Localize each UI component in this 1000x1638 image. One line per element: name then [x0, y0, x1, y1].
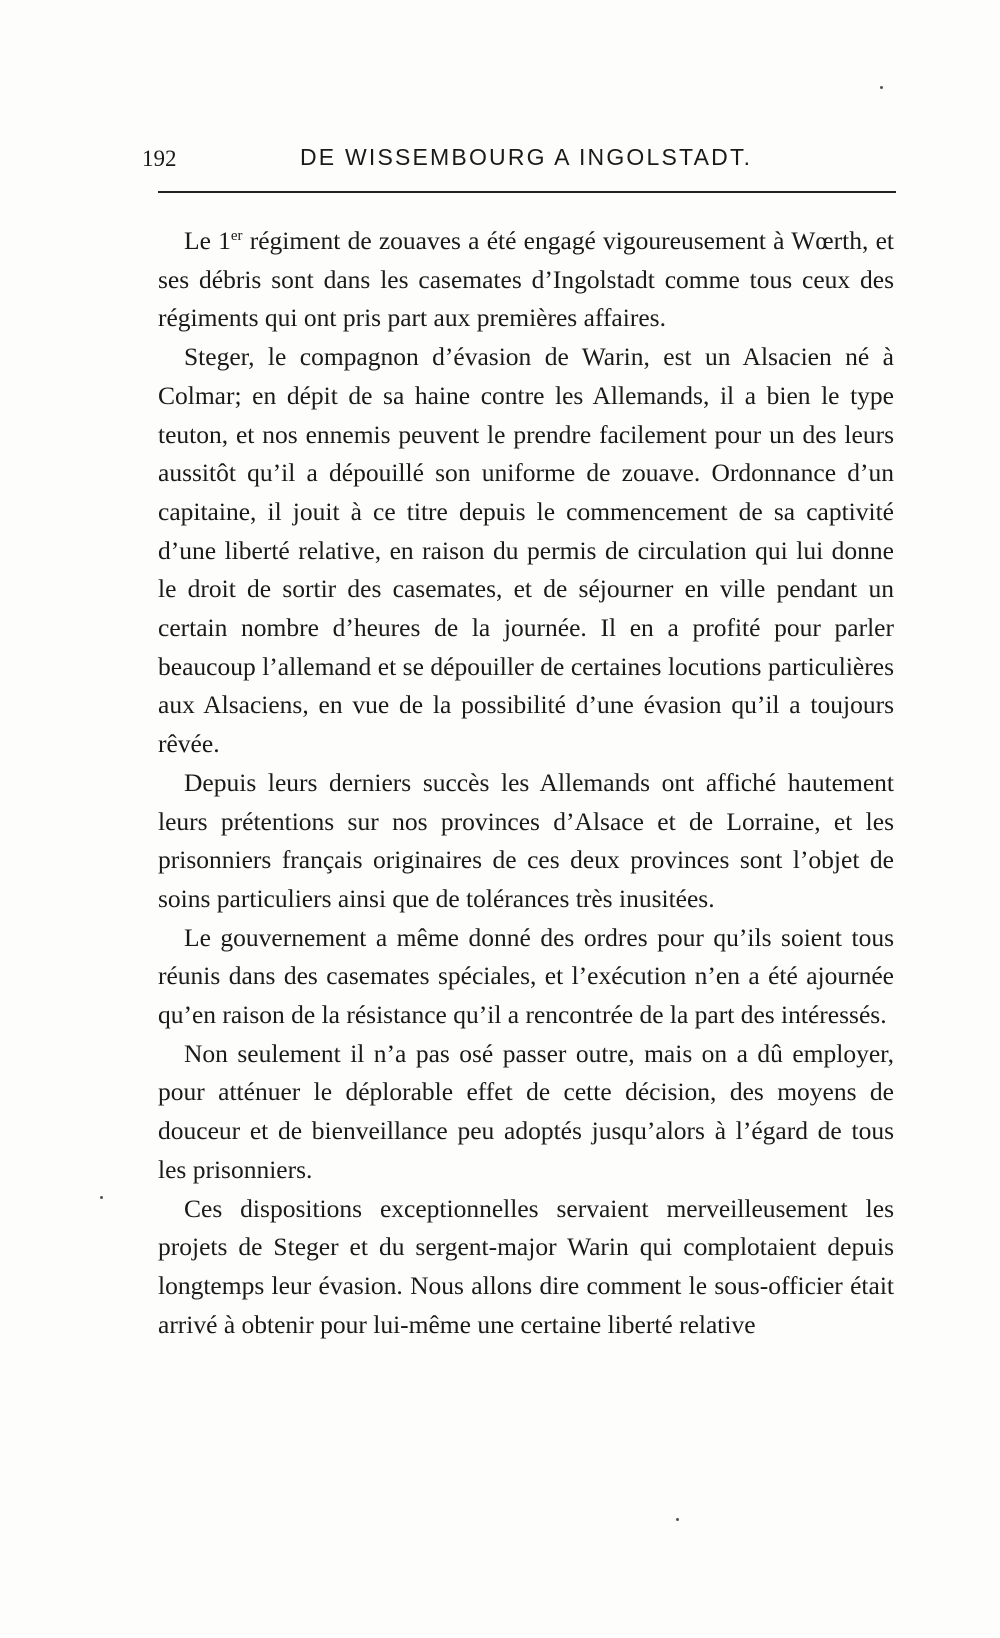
scan-speck [676, 1518, 679, 1521]
scan-speck [880, 86, 883, 89]
paragraph: Le 1er régiment de zouaves a été engagé vigoureusement à Wœrth, et ses débris sont dans les casemates d’Ingolstadt comme tous ceux des régiments qui ont pris part aux premières affaires. [158, 226, 894, 333]
paragraph: Ces dispositions exceptionnelles servaient merveilleusement les projets de Steger et du sergent-major Warin qui complotaient depuis longtemps leur évasion. Nous allons dire comment le sous-officier était arrivé à obtenir pour lui-même une certaine liberté relative [158, 1193, 894, 1339]
paragraph: Non seulement il n’a pas osé passer outre, mais on a dû employer, pour atténuer le déplorable effet de cette décision, des moyens de douceur et de bienveillance peu adoptés jusqu’alors à l’égard de tous les prisonniers. [158, 1038, 894, 1184]
scan-speck [100, 1196, 103, 1199]
paragraph: Le gouvernement a même donné des ordres pour qu’ils soient tous réunis dans des casemates spéciales, et l’exécution n’en a été ajournée qu’en raison de la résistance qu’il a rencontrée de la part des intéressés. [158, 922, 894, 1030]
running-head [140, 140, 910, 176]
page-number: 192 [142, 146, 177, 171]
running-title: DE WISSEMBOURG A INGOLSTADT. [300, 144, 753, 170]
body-text [158, 222, 894, 1344]
header-rule [158, 191, 896, 193]
paragraph: Steger, le compagnon d’évasion de Warin, est un Alsacien né à Colmar; en dépit de sa haine contre les Allemands, il a bien le type teuton, et nos ennemis peuvent le prendre facilement pour un des leurs aussitôt qu’il a dépouillé son uniforme de zouave. Ordonnance d’un capitaine, il jouit à ce titre depuis le commencement de sa captivité d’une liberté relative, en raison du permis de circulation qui lui donne le droit de sortir des casemates, et de séjourner en ville pendant un certain nombre d’heures de la journée. Il en a profité pour parler beaucoup l’allemand et se dépouiller de certaines locutions particulières aux Alsaciens, en vue de la possibilité d’une évasion qu’il a toujours rêvée. [158, 342, 894, 759]
ordinal-superscript: er [230, 228, 243, 244]
paragraph: Depuis leurs derniers succès les Allemands ont affiché hautement leurs prétentions sur nos provinces d’Alsace et de Lorraine, et les prisonniers français originaires de ces deux provinces sont l’objet de soins particuliers ainsi que de tolérances très inusitées. [158, 767, 894, 913]
